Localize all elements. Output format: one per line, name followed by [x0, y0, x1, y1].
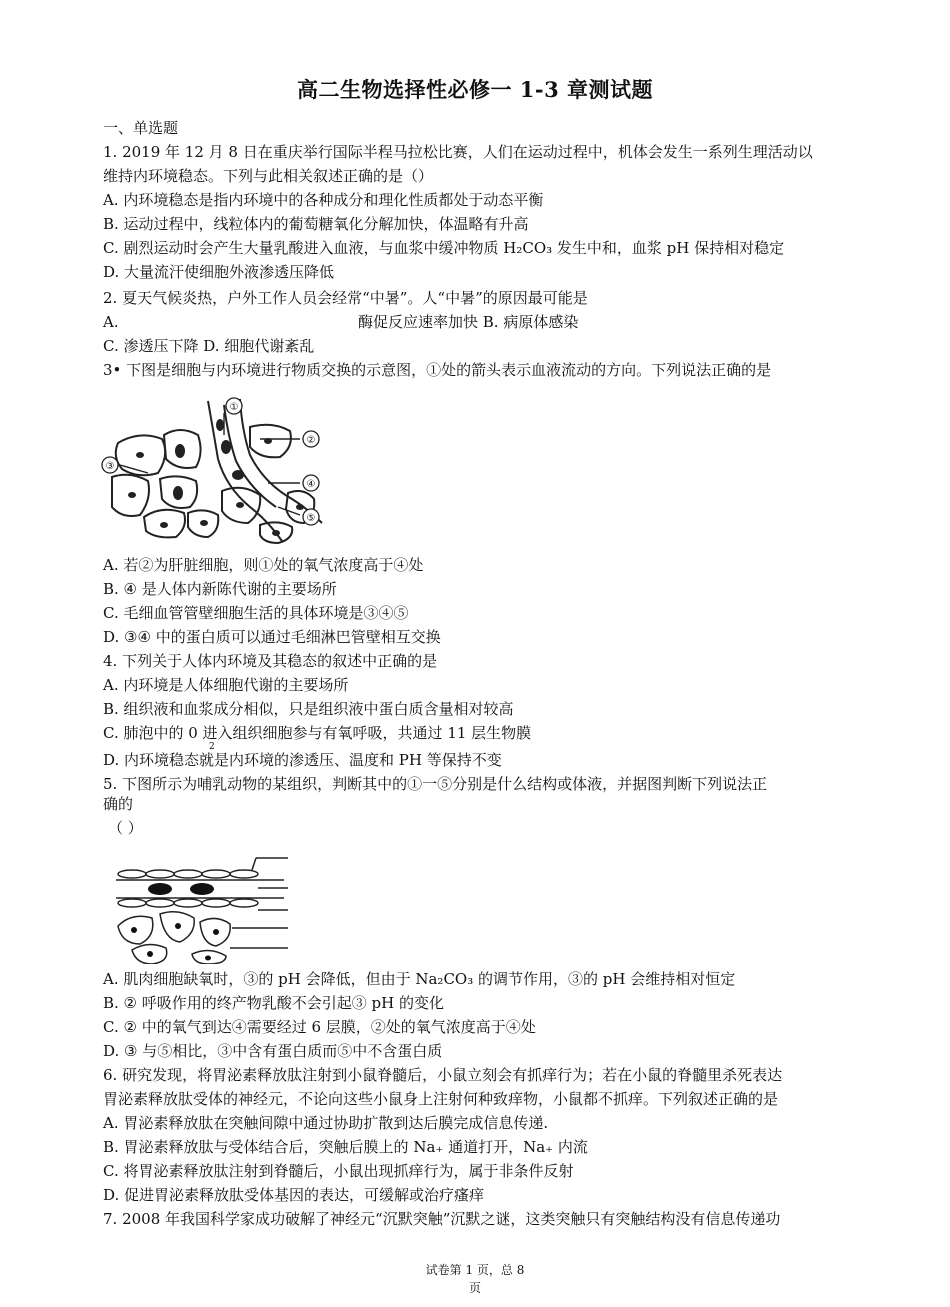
section-heading: 一、单选题 [103, 119, 179, 137]
q7-stem: 7. 2008 年我国科学家成功破解了神经元“沉默突触”沉默之谜，这类突触只有突触结构没有信息传递功 [103, 1210, 781, 1228]
q5-option-a: A. 肌肉细胞缺氧时，③的 pH 会降低，但由于 Na₂CO₃ 的调节作用，③的 pH 会维持相对恒定 [103, 970, 736, 988]
q2-options-ab: 酶促反应速率加快 B. 病原体感染 [358, 313, 579, 331]
q4-option-b: B. 组织液和血浆成分相似，只是组织液中蛋白质含量相对较高 [103, 700, 514, 718]
q1-option-c: C. 剧烈运动时会产生大量乳酸进入血液，与血浆中缓冲物质 H₂CO₃ 发生中和，血浆 pH 保持相对稳定 [103, 239, 785, 257]
label-3: ③ [105, 461, 115, 472]
q6-option-c: C. 将胃泌素释放肽注射到脊髓后，小鼠出现抓痒行为，属于非条件反射 [103, 1162, 574, 1180]
q4-option-d: D. 内环境稳态就是内环境的渗透压、温度和 PH 等保持不变 [103, 751, 502, 769]
cell-exchange-diagram [100, 395, 330, 545]
q2-options-cd: C. 渗透压下降 D. 细胞代谢紊乱 [103, 337, 315, 355]
q1-option-b: B. 运动过程中，线粒体内的葡萄糖氧化分解加快，体温略有升高 [103, 215, 529, 233]
q3-option-b: B. ④ 是人体内新陈代谢的主要场所 [103, 580, 337, 598]
label-4: ④ [306, 479, 316, 490]
page-footer-line2: 页 [468, 1281, 481, 1295]
q1-stem-line1: 1. 2019 年 12 月 8 日在重庆举行国际半程马拉松比赛，人们在运动过程中，机体会发生一系列生理活动以 [103, 143, 813, 161]
q5-option-b: B. ② 呼吸作用的终产物乳酸不会引起③ pH 的变化 [103, 994, 444, 1012]
q3-stem: 3• 下图是细胞与内环境进行物质交换的示意图，①处的箭头表示血液流动的方向。下列说法正确的是 [103, 361, 772, 379]
q6-option-d: D. 促进胃泌素释放肽受体基因的表达，可缓解或治疗瘙痒 [103, 1186, 485, 1204]
q5-stem-line1: 5. 下图所示为哺乳动物的某组织，判断其中的①一⑤分别是什么结构或体液，并据图判断下列说法正 [103, 775, 768, 793]
q1-option-d: D. 大量流汗使细胞外液渗透压降低 [103, 263, 335, 281]
q1-option-a: A. 内环境稳态是指内环境中的各种成分和理化性质都处于动态平衡 [103, 191, 544, 209]
q5-answer-paren: （ ） [108, 819, 143, 837]
page-footer-line1: 试卷第 1 页，总 8 [425, 1263, 525, 1277]
q1-stem-line2: 维持内环境稳态。下列与此相关叙述正确的是（） [103, 167, 434, 185]
q3-option-d: D. ③④ 中的蛋白质可以通过毛细淋巴管壁相互交换 [103, 628, 441, 646]
q6-stem-line2: 胃泌素释放肽受体的神经元，不论向这些小鼠身上注射何种致痒物，小鼠都不抓痒。下列叙述正确的是 [103, 1090, 779, 1108]
page-title: 高二生物选择性必修一 1-3 章测试题 [296, 77, 654, 102]
q4-subscript: 2 [209, 742, 215, 752]
label-2: ② [306, 435, 316, 446]
q4-option-c: C. 肺泡中的 0 进入组织细胞参与有氧呼吸，共通过 11 层生物膜 [103, 724, 532, 742]
q6-option-b: B. 胃泌素释放肽与受体结合后，突触后膜上的 Na₊ 通道打开，Na₊ 内流 [103, 1138, 588, 1156]
label-5: ⑤ [306, 513, 316, 524]
tissue-diagram [112, 852, 292, 964]
q2-option-a-label: A. [103, 313, 119, 331]
q3-option-a: A. 若②为肝脏细胞，则①处的氧气浓度高于④处 [103, 556, 424, 574]
q3-option-c: C. 毛细血管管壁细胞生活的具体环境是③④⑤ [103, 604, 409, 622]
q6-stem-line1: 6. 研究发现，将胃泌素释放肽注射到小鼠脊髓后，小鼠立刻会有抓痒行为；若在小鼠的脊髓里杀死表达 [103, 1066, 783, 1084]
q6-option-a: A. 胃泌素释放肽在突触间隙中通过协助扩散到达后膜完成信息传递. [103, 1114, 549, 1132]
q5-option-d: D. ③ 与⑤相比，③中含有蛋白质而⑤中不含蛋白质 [103, 1042, 443, 1060]
q5-stem-line2: 确的 [103, 795, 134, 813]
q4-option-a: A. 内环境是人体细胞代谢的主要场所 [103, 676, 349, 694]
q2-stem: 2. 夏天气候炎热，户外工作人员会经常“中暑”。人“中暑”的原因最可能是 [103, 289, 588, 307]
label-1: ① [229, 402, 239, 413]
q5-option-c: C. ② 中的氧气到达④需要经过 6 层膜，②处的氧气浓度高于④处 [103, 1018, 536, 1036]
q4-stem: 4. 下列关于人体内环境及其稳态的叙述中正确的是 [103, 652, 438, 670]
